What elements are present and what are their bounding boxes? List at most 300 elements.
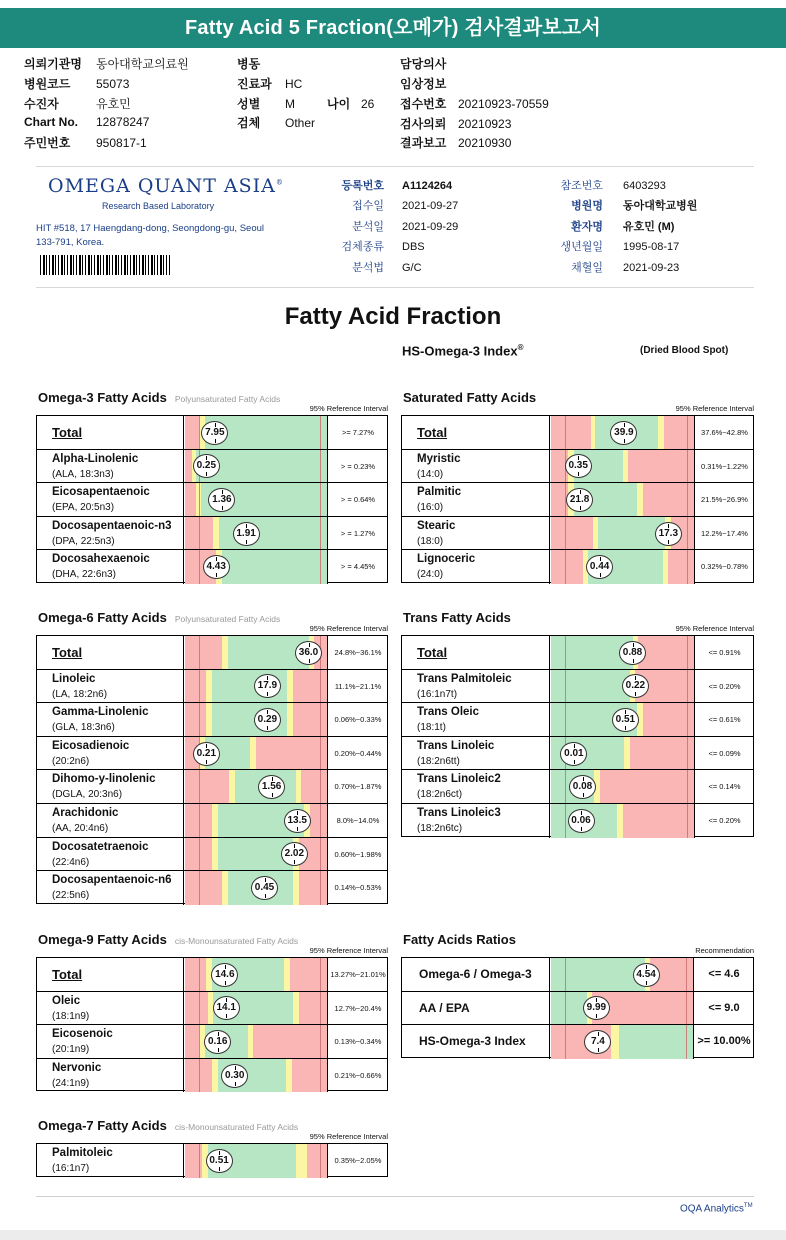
row-name: Docosapentaenoic-n3 <box>52 519 172 532</box>
reference-range: <= 0.20% <box>694 670 754 703</box>
table-row <box>37 550 387 584</box>
row-name: Stearic <box>417 519 456 532</box>
row-label-cell <box>37 703 184 736</box>
bar-segment-red <box>293 703 327 736</box>
bar-guide-line <box>199 1144 200 1178</box>
marker-tick-down <box>583 793 584 797</box>
bar-guide-line <box>687 804 688 838</box>
marker-tick-down <box>578 472 579 476</box>
value-marker-text: 36.0 <box>298 646 319 658</box>
row-total-label: Total <box>52 966 83 982</box>
ratio-recommendation: <= 4.6 <box>693 958 754 991</box>
index-title-mark: ® <box>517 343 524 352</box>
table-row <box>37 416 387 450</box>
bar-guide-line <box>320 703 321 736</box>
bar-guide-line <box>320 1025 321 1058</box>
range-bar <box>551 483 694 516</box>
table-saturated <box>401 415 754 583</box>
marker-tick-down <box>600 573 601 577</box>
marker-tick-up <box>215 423 216 427</box>
row-name: Eicosadienoic <box>52 739 130 752</box>
analysis-date-label: 분석일 <box>352 221 384 233</box>
value-marker-text: 14.6 <box>215 968 235 980</box>
marker-tick-down <box>635 692 636 696</box>
row-label-cell <box>37 1025 184 1058</box>
value-marker-text: 0.08 <box>572 781 593 793</box>
value-marker <box>295 641 322 665</box>
marker-tick-up <box>633 643 634 647</box>
resident-no-value: 950817-1 <box>96 136 147 150</box>
marker-tick-down <box>633 659 634 663</box>
main-title: Fatty Acid Fraction <box>284 303 502 330</box>
range-bar <box>185 416 327 449</box>
bar-guide-line <box>320 958 321 991</box>
value-marker <box>254 708 281 732</box>
row-label-cell <box>37 670 184 703</box>
bar-guide-line <box>320 483 321 516</box>
row-total-label: Total <box>417 424 448 440</box>
sample-note: (Dried Blood Spot) <box>640 345 729 356</box>
marker-tick-down <box>267 692 268 696</box>
table-row <box>37 1025 387 1059</box>
table-ratios <box>401 957 754 1058</box>
reference-range: 0.13%~0.34% <box>327 1025 388 1058</box>
row-abbrev: (24:1n9) <box>52 1077 90 1089</box>
table-row <box>402 483 753 517</box>
marker-tick-up <box>206 744 207 748</box>
lab-logo-text: OMEGA QUANT ASIA <box>48 175 276 197</box>
range-bar <box>551 636 694 669</box>
value-marker-text: 21.8 <box>569 493 590 505</box>
marker-tick-down <box>218 1048 219 1052</box>
reference-interval-label: 95% Reference Interval <box>309 946 388 955</box>
bar-guide-line <box>565 416 566 449</box>
bar-segment-red <box>185 1025 200 1058</box>
bar-guide-line <box>199 770 200 803</box>
value-marker-text: 7.4 <box>590 1035 605 1047</box>
receipt-no-value: 20210923-70559 <box>458 97 549 111</box>
bar-guide-line <box>320 838 321 871</box>
reference-range: 24.8%~36.1% <box>327 636 388 669</box>
birth-date-label: 생년월일 <box>560 241 603 253</box>
ward-label: 병동 <box>237 57 261 71</box>
reference-interval-label: 95% Reference Interval <box>309 1132 388 1141</box>
row-label-cell <box>37 770 184 803</box>
row-total-label: Total <box>417 644 448 660</box>
reference-range: 12.2%~17.4% <box>694 517 754 550</box>
patient-name-value: 유호민 (M) <box>623 221 675 233</box>
value-marker-text: 0.29 <box>257 713 278 725</box>
value-marker <box>612 708 639 732</box>
marker-tick-down <box>625 726 626 730</box>
marker-tick-down <box>215 439 216 443</box>
value-marker <box>211 963 238 987</box>
request-date-value: 20210923 <box>458 117 512 131</box>
report-title-bar <box>0 8 786 48</box>
row-abbrev: (22:5n6) <box>52 890 90 902</box>
hospital-code-value: 55073 <box>96 77 130 91</box>
marker-tick-up <box>226 998 227 1002</box>
row-label-cell <box>402 804 550 838</box>
bar-segment-red <box>301 770 327 803</box>
row-abbrev: (18:2n6tt) <box>417 755 460 767</box>
reference-range: 0.60%~1.98% <box>327 838 388 871</box>
table-omega9 <box>36 957 388 1091</box>
reference-interval-label: 95% Reference Interval <box>675 624 754 633</box>
bar-segment-red <box>185 871 222 905</box>
marker-tick-up <box>219 1151 220 1155</box>
marker-tick-down <box>272 793 273 797</box>
marker-tick-down <box>265 894 266 898</box>
row-label-cell <box>37 737 184 770</box>
row-label-cell <box>402 517 550 550</box>
range-bar <box>185 737 327 770</box>
marker-tick-up <box>624 423 625 427</box>
value-marker-text: 4.43 <box>206 561 226 573</box>
bar-segment-red <box>299 992 327 1025</box>
value-marker <box>619 641 646 665</box>
value-marker <box>221 1064 248 1088</box>
bar-guide-line <box>199 838 200 871</box>
report-date-value: 20210930 <box>458 136 512 150</box>
range-bar <box>551 450 694 483</box>
value-marker-text: 0.51 <box>209 1154 229 1166</box>
row-abbrev: (24:0) <box>417 569 444 581</box>
row-label-cell <box>37 483 184 516</box>
receive-date-label: 접수일 <box>352 200 384 212</box>
reference-interval-label: 95% Reference Interval <box>309 624 388 633</box>
ratio-range-bar <box>551 1025 693 1059</box>
row-abbrev: (18:2n6tc) <box>417 823 463 834</box>
marker-tick-up <box>600 557 601 561</box>
receipt-no-label: 접수번호 <box>400 97 447 111</box>
value-marker-text: 0.30 <box>224 1069 245 1081</box>
bar-guide-line <box>320 416 321 449</box>
row-abbrev: (EPA, 20:5n3) <box>52 502 115 514</box>
marker-tick-up <box>309 643 310 647</box>
row-label-cell <box>402 636 550 669</box>
marker-tick-up <box>265 878 266 882</box>
ratio-name: Omega-6 / Omega-3 <box>402 958 550 991</box>
table-row <box>37 703 387 737</box>
reference-range: > = 0.23% <box>327 450 388 483</box>
specimen-label: 검체 <box>237 116 261 130</box>
row-abbrev: (ALA, 18:3n3) <box>52 468 114 480</box>
bar-segment-red <box>185 992 208 1025</box>
bar-guide-line <box>199 871 200 905</box>
bar-guide-line <box>565 670 566 703</box>
marker-tick-up <box>267 710 268 714</box>
table-row <box>37 838 387 872</box>
table-row <box>37 450 387 484</box>
marker-tick-down <box>596 1014 597 1018</box>
section-title-text: Omega-6 Fatty Acids <box>38 610 167 625</box>
ratio-range-bar <box>551 958 693 991</box>
marker-tick-down <box>235 1082 236 1086</box>
row-abbrev: (GLA, 18:3n6) <box>52 722 115 734</box>
row-label-cell <box>37 1059 184 1093</box>
marker-tick-up <box>668 524 669 528</box>
bar-guide-line <box>687 483 688 516</box>
bar-segment-red <box>600 770 694 803</box>
patient-name-label: 환자명 <box>571 221 603 233</box>
value-marker <box>213 996 240 1020</box>
reference-range: 0.32%~0.78% <box>694 550 754 584</box>
table-row <box>37 958 387 992</box>
marker-tick-up <box>574 744 575 748</box>
bar-segment-red <box>551 517 593 550</box>
bar-guide-line <box>687 450 688 483</box>
value-marker <box>569 775 596 799</box>
table-row <box>37 636 387 670</box>
sex-label: 성별 <box>237 97 261 111</box>
bar-segment-red <box>185 703 207 736</box>
row-label-cell <box>37 550 184 584</box>
table-row <box>402 636 753 670</box>
value-marker-text: 0.25 <box>196 460 217 472</box>
bar-segment-red <box>185 636 222 669</box>
bar-guide-line <box>199 550 200 584</box>
footer-brand-text: OQA Analytics <box>680 1203 744 1215</box>
institution-value: 동아대학교의료원 <box>96 57 189 71</box>
row-name: Trans Oleic <box>417 706 480 719</box>
row-abbrev: (20:1n9) <box>52 1044 90 1056</box>
reference-no-value: 6403293 <box>623 180 666 192</box>
reference-range: 0.70%~1.87% <box>327 770 388 803</box>
dept-value: HC <box>285 77 303 91</box>
section-title-omega9 <box>38 932 298 947</box>
range-bar <box>185 450 327 483</box>
lab-logo <box>48 175 284 197</box>
marker-tick-up <box>294 844 295 848</box>
row-name: Docosahexaenoic <box>52 553 150 566</box>
bar-guide-line <box>320 1059 321 1093</box>
range-bar <box>185 992 327 1025</box>
specimen-type-value: DBS <box>402 241 425 253</box>
row-label-cell <box>402 670 550 703</box>
table-row <box>37 871 387 905</box>
specimen-value: Other <box>285 116 316 130</box>
hospital-name-value: 동아대학교병원 <box>623 200 698 212</box>
range-bar <box>185 1059 327 1093</box>
value-marker <box>201 421 228 445</box>
marker-tick-down <box>574 760 575 764</box>
value-marker-text: 0.88 <box>622 646 643 658</box>
value-marker-text: 17.3 <box>658 527 679 539</box>
row-abbrev: (16:0) <box>417 502 444 514</box>
marker-tick-down <box>297 827 298 831</box>
value-marker <box>633 963 660 987</box>
range-bar <box>185 670 327 703</box>
section-title-omega7 <box>38 1118 298 1133</box>
section-title-saturated <box>403 390 536 405</box>
bar-guide-line <box>199 636 200 669</box>
row-abbrev: (DPA, 22:5n3) <box>52 535 115 547</box>
reference-interval-label: 95% Reference Interval <box>675 404 754 413</box>
footer-brand <box>680 1203 753 1214</box>
row-name: Alpha-Linolenic <box>52 452 139 465</box>
row-name: Trans Linoleic3 <box>417 807 501 819</box>
reference-range: 0.06%~0.33% <box>327 703 388 736</box>
reference-range: 37.6%~42.8% <box>694 416 754 449</box>
marker-tick-up <box>267 676 268 680</box>
table-row <box>402 670 753 704</box>
bar-guide-line <box>199 670 200 703</box>
table-omega6 <box>36 635 388 904</box>
reference-range: 12.7%~20.4% <box>327 992 388 1025</box>
value-marker-text: 0.01 <box>564 747 584 759</box>
recipient-value: 유호민 <box>96 97 131 111</box>
row-abbrev: (18:1t) <box>417 722 446 734</box>
request-date-label: 검사의뢰 <box>400 117 447 131</box>
method-label: 분석법 <box>352 262 384 274</box>
reference-range: 0.21%~0.66% <box>327 1059 388 1093</box>
range-bar <box>551 804 694 838</box>
row-abbrev: (DGLA, 20:3n6) <box>52 789 123 801</box>
row-label-cell <box>402 737 550 770</box>
range-bar <box>551 770 694 803</box>
section-subtitle: Polyunsaturated Fatty Acids <box>174 394 281 404</box>
marker-tick-down <box>206 760 207 764</box>
row-name: Palmitic <box>417 486 462 499</box>
row-abbrev: (20:2n6) <box>52 755 90 767</box>
row-label-cell <box>37 416 184 449</box>
bar-segment-green <box>222 550 327 584</box>
marker-tick-up <box>246 524 247 528</box>
registration-no-label: 등록번호 <box>341 180 384 192</box>
analysis-date-value: 2021-09-29 <box>402 221 459 233</box>
lab-address: HIT #518, 17 Haengdang-dong, Seongdong-gu, Seoul 133-791, Korea. <box>36 223 265 248</box>
row-abbrev: (22:4n6) <box>52 856 90 868</box>
ratio-recommendation: <= 9.0 <box>693 992 754 1025</box>
reference-range: > = 4.45% <box>327 550 388 584</box>
index-title <box>402 343 524 358</box>
section-title-ratios: Fatty Acids Ratios <box>403 932 516 947</box>
bar-guide-line <box>320 450 321 483</box>
reference-range: 0.35%~2.05% <box>327 1144 388 1178</box>
table-row <box>402 450 753 484</box>
range-bar <box>185 483 327 516</box>
row-label-cell <box>37 636 184 669</box>
reference-interval-label: 95% Reference Interval <box>309 404 388 413</box>
marker-tick-down <box>206 472 207 476</box>
reference-range: <= 0.91% <box>694 636 754 669</box>
value-marker <box>565 454 592 478</box>
footer-brand-mark: TM <box>743 1203 753 1209</box>
marker-tick-down <box>226 1014 227 1018</box>
marker-tick-down <box>646 981 647 985</box>
table-row <box>37 670 387 704</box>
row-abbrev: (AA, 20:4n6) <box>52 823 109 834</box>
bar-guide-line <box>687 517 688 550</box>
row-abbrev: (16:1n7t) <box>417 688 458 700</box>
chart-no-label: Chart No. <box>24 115 78 129</box>
row-name: Myristic <box>417 452 461 465</box>
row-total-label: Total <box>52 424 83 440</box>
bar-guide-line <box>320 992 321 1025</box>
row-name: Eicosapentaenoic <box>52 486 150 499</box>
range-bar <box>185 838 327 871</box>
marker-tick-down <box>581 827 582 831</box>
row-label-cell <box>402 703 550 736</box>
sex-value: M <box>285 97 295 111</box>
reference-range: 0.20%~0.44% <box>327 737 388 770</box>
recipient-label: 수진자 <box>24 97 59 111</box>
bar-guide-line <box>687 636 688 669</box>
birth-date-value: 1995-08-17 <box>623 241 680 253</box>
section-title-text: Omega-7 Fatty Acids <box>38 1118 167 1133</box>
bar-guide-line <box>199 958 200 991</box>
institution-label: 의뢰기관명 <box>24 57 82 71</box>
bar-segment-red <box>185 483 197 516</box>
row-label-cell <box>402 416 550 449</box>
bar-segment-yellow <box>296 1144 308 1178</box>
bar-guide-line <box>199 703 200 736</box>
marker-tick-up <box>297 811 298 815</box>
marker-tick-up <box>646 965 647 969</box>
reference-range: 11.1%~21.1% <box>327 670 388 703</box>
table-row <box>37 992 387 1026</box>
value-marker-text: 1.56 <box>261 781 282 793</box>
row-label-cell <box>37 958 184 991</box>
reference-range: <= 0.61% <box>694 703 754 736</box>
range-bar <box>185 703 327 736</box>
row-name: Docosatetraenoic <box>52 840 149 853</box>
marker-tick-up <box>272 777 273 781</box>
bar-segment-red <box>185 670 207 703</box>
table-row <box>402 550 753 584</box>
marker-tick-down <box>624 439 625 443</box>
row-abbrev: (DHA, 22:6n3) <box>52 569 116 581</box>
row-abbrev: (18:0) <box>417 535 444 547</box>
bar-segment-red <box>623 804 695 838</box>
marker-tick-down <box>222 506 223 510</box>
marker-tick-down <box>216 573 217 577</box>
value-marker-text: 1.36 <box>212 493 232 505</box>
value-marker <box>560 742 587 766</box>
row-abbrev: (18:2n6ct) <box>417 789 463 801</box>
value-marker <box>655 522 682 546</box>
marker-tick-down <box>294 860 295 864</box>
value-marker <box>206 1149 233 1173</box>
value-marker <box>203 555 230 579</box>
recommendation-label: Recommendation <box>695 946 754 955</box>
reference-range: >= 7.27% <box>327 416 388 449</box>
dept-label: 진료과 <box>237 77 272 91</box>
range-bar <box>551 416 694 449</box>
section-subtitle: cis-Monounsaturated Fatty Acids <box>174 936 299 946</box>
row-label-cell <box>402 550 550 584</box>
bar-guide-line <box>199 517 200 550</box>
bar-guide-line <box>320 770 321 803</box>
reference-no-label: 참조번호 <box>560 180 603 192</box>
range-bar <box>551 670 694 703</box>
value-marker-text: 9.99 <box>586 1002 607 1014</box>
table-row <box>402 804 753 838</box>
row-abbrev: (14:0) <box>417 468 444 480</box>
marker-tick-up <box>216 557 217 561</box>
bar-segment-red <box>628 450 694 483</box>
bar-segment-red <box>256 737 327 770</box>
table-row <box>402 770 753 804</box>
range-bar <box>551 550 694 584</box>
range-bar <box>185 550 327 584</box>
marker-tick-up <box>225 965 226 969</box>
range-bar <box>551 517 694 550</box>
bar-segment-red <box>551 550 583 584</box>
table-row <box>37 483 387 517</box>
hospital-name-label: 병원명 <box>571 200 603 212</box>
